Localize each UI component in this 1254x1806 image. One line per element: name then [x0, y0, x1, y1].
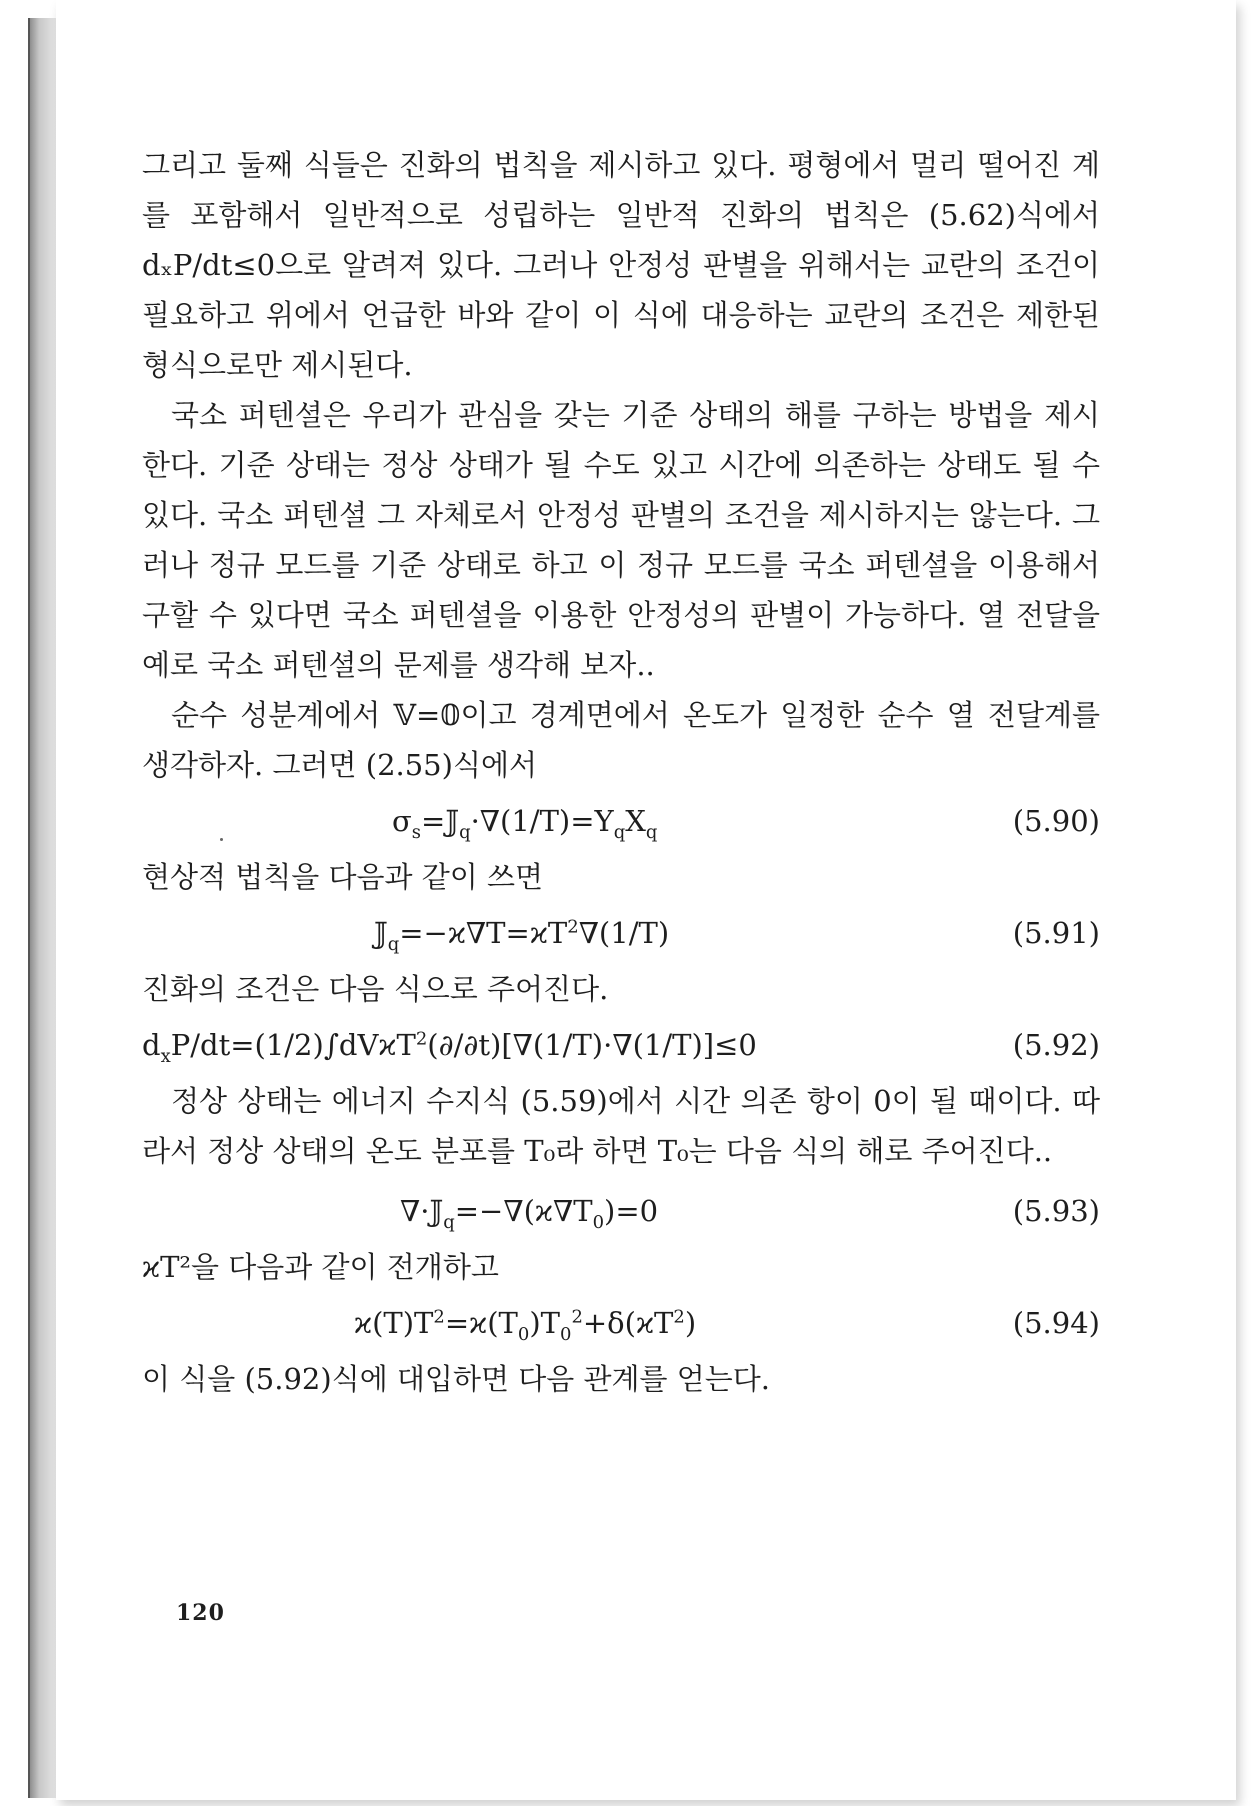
paragraph: 그리고 둘째 식들은 진화의 법칙을 제시하고 있다. 평형에서 멀리 떨어진 계를 포함해서 일반적으로 성립하는 일반적 진화의 법칙은 (5.62)식에서 dₓP/dt≤0으로 알려져 있다. 그러나 안정성 판별을 위해서는 교란의 조건이 필요하고 위에서 언급한 바와 같이 이 식에 대응하는 교란의 조건은 제한된 형식으로만 제시된다. [142, 148, 1100, 382]
equation [142, 1014, 1100, 1076]
equation-number: (5.90) [1012, 804, 1100, 838]
paragraph: 순수 성분계에서 𝕍=𝟘이고 경계면에서 온도가 일정한 순수 열 전달계를 생각하자. 그러면 (2.55)식에서 [142, 698, 1100, 782]
equation-number: (5.93) [1012, 1194, 1100, 1228]
page-body [142, 140, 1100, 1404]
equation-expression: $d_xP/dt=(1/2)\int dVϰT^2(\partial/\partial t)[\nabla(1/T)\cdot\nabla(1/T)]\le 0$ [142, 1028, 757, 1067]
book-edge [28, 18, 56, 1798]
equation-expression: $ϰ(T)T^2=ϰ(T_0)T_0^2+\delta(ϰT^2)$ [354, 1306, 697, 1345]
equation-number: (5.94) [1012, 1306, 1100, 1340]
paragraph: 국소 퍼텐셜은 우리가 관심을 갖는 기준 상태의 해를 구하는 방법을 제시한다. 기준 상태는 정상 상태가 될 수도 있고 시간에 의존하는 상태도 될 수 있다. 국소 퍼텐셜 그 자체로서 안정성 판별의 조건을 제시하지는 않는다. 그러나 정규 모드를 기준 상태로 하고 이 정규 모드를 국소 퍼텐셜을 이용해서 구할 수 있다면 국소 퍼텐셜을 이용한 안정성의 판별이 가능하다. 열 전달을 예로 국소 퍼텐셜의 문제를 생각해 보자.. [142, 398, 1100, 682]
equation-number: (5.91) [1012, 916, 1100, 950]
paragraph: ϰT²을 다음과 같이 전개하고 [142, 1250, 499, 1284]
equation-expression: $𝕁_q=-ϰ\nabla T=ϰT^2\nabla(1/T)$ [374, 916, 670, 955]
paragraph: 진화의 조건은 다음 식으로 주어진다. [142, 972, 609, 1006]
equation-expression: $\sigma_s=𝕁_q\cdot\nabla(1/T)=Y_qX_q$ [392, 804, 658, 843]
equation-number: (5.92) [1012, 1028, 1100, 1062]
equation [142, 902, 1100, 964]
paragraph: 정상 상태는 에너지 수지식 (5.59)에서 시간 의존 항이 0이 될 때이다. 따라서 정상 상태의 온도 분포를 T₀라 하면 T₀는 다음 식의 해로 주어진다.. [142, 1084, 1100, 1168]
equation [142, 1180, 1100, 1242]
equation [142, 1292, 1100, 1354]
paragraph: 이 식을 (5.92)식에 대입하면 다음 관계를 얻는다. [142, 1362, 770, 1396]
equation [142, 790, 1100, 852]
page-number: 120 [176, 1600, 225, 1626]
paragraph: 현상적 법칙을 다음과 같이 쓰면 [142, 860, 544, 894]
equation-expression: $\nabla\cdot 𝕁_q=-\nabla(ϰ\nabla T_0)=0$ [400, 1194, 659, 1233]
